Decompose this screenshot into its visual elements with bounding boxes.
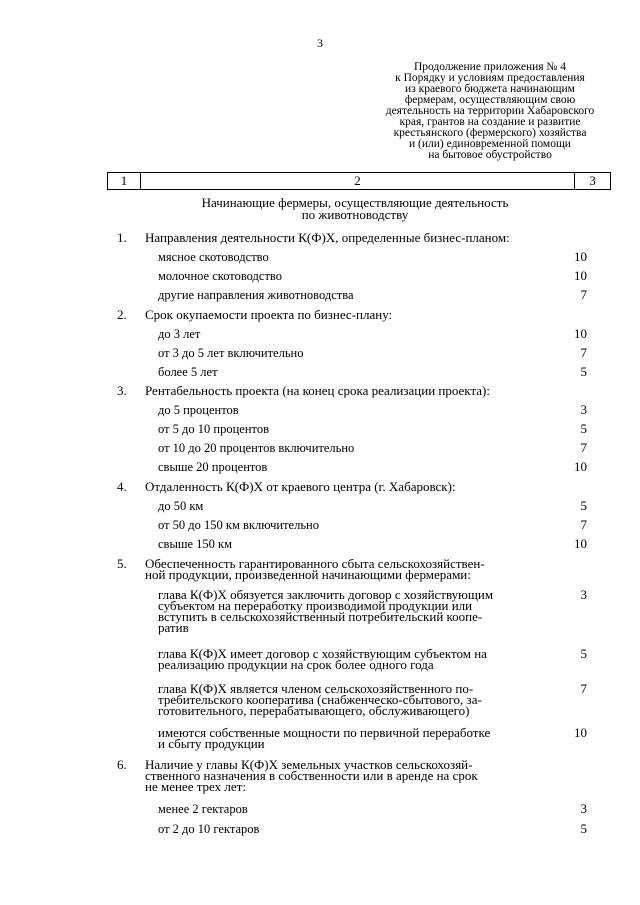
criterion-number: 4. [117, 479, 127, 494]
option-score: 5 [580, 421, 587, 436]
option-score: 7 [580, 287, 587, 302]
criterion-title [145, 558, 575, 580]
option-text: мясное скотоводство [158, 250, 269, 264]
criterion-number: 1. [117, 230, 127, 245]
column-3-header: 3 [589, 173, 596, 188]
option-text: до 50 км [158, 499, 204, 513]
option-text-line: вступить в сельскохозяйственный потребительский коопе- [158, 609, 483, 624]
criterion-number: 6. [117, 757, 127, 772]
option-text: молочное скотоводство [158, 269, 282, 283]
option-text: до 3 лет [158, 327, 201, 341]
header-note-line: и (или) единовременной помощи [409, 138, 571, 150]
option-text [158, 727, 578, 749]
column-2-header: 2 [141, 173, 575, 189]
option-score: 10 [574, 249, 587, 264]
option-score: 5 [580, 821, 587, 836]
option-text: другие направления животноводства [158, 288, 354, 302]
option-text-line: реализацию продукции на срок более одного года [158, 657, 434, 672]
criterion-number: 3. [117, 383, 127, 398]
header-note-line: Продолжение приложения № 4 [413, 61, 567, 73]
appendix-header-note [376, 62, 604, 161]
option-score: 7 [580, 681, 587, 696]
option-text [158, 683, 578, 716]
section-title-line: по животноводству [301, 207, 409, 222]
option-score: 7 [580, 440, 587, 455]
option-text-line: имеются собственные мощности по первичной переработке [158, 725, 491, 740]
option-text: от 10 до 20 процентов включительно [158, 441, 355, 455]
option-score: 7 [580, 345, 587, 360]
header-note-line: на бытовое обустройство [428, 149, 552, 161]
option-text-line: ратив [158, 620, 189, 635]
option-score: 5 [580, 646, 587, 661]
option-score: 3 [580, 801, 587, 816]
criterion-title: Направления деятельности К(Ф)Х, определенные бизнес-планом: [145, 230, 510, 245]
criterion-title: Срок окупаемости проекта по бизнес-плану: [145, 307, 393, 322]
criterion-title-line: не менее трех лет: [145, 779, 246, 794]
option-score: 3 [580, 587, 587, 602]
option-text: от 2 до 10 гектаров [158, 822, 260, 836]
option-score: 5 [580, 498, 587, 513]
option-score: 10 [574, 268, 587, 283]
criterion-title-line: Наличие у главы К(Ф)Х земельных участков сельскохозяй- [145, 757, 473, 772]
option-text-line: и сбыту продукции [158, 736, 265, 751]
header-note-line: деятельность на территории Хабаровского [385, 105, 595, 117]
header-note-line: из краевого бюджета начинающим [405, 83, 575, 95]
criterion-title: Отдаленность К(Ф)Х от краевого центра (г. Хабаровск): [145, 479, 456, 494]
column-1-header: 1 [108, 173, 141, 189]
page-number: 3 [317, 36, 323, 50]
header-note-line: крестьянского (фермерского) хозяйства [393, 127, 587, 139]
option-score: 10 [574, 326, 587, 341]
header-note-line: к Порядку и условиям предоставления [395, 72, 585, 84]
criterion-title-line: Обеспеченность гарантированного сбыта сельскохозяйствен- [145, 556, 485, 571]
criterion-title-line: ственного назначения в собственности или в аренде на срок [145, 768, 478, 783]
table-column-header [107, 172, 611, 190]
option-text: от 5 до 10 процентов [158, 422, 269, 436]
section-title [145, 197, 565, 221]
criterion-title: Рентабельность проекта (на конец срока реализации проекта): [145, 383, 490, 398]
option-text-line: глава К(Ф)Х является членом сельскохозяйственного по- [158, 681, 474, 696]
option-text: свыше 20 процентов [158, 460, 268, 474]
option-score: 10 [574, 536, 587, 551]
option-text-line: субъектом на переработку производимой продукции или [158, 598, 473, 613]
option-score: 10 [574, 725, 587, 740]
option-score: 5 [580, 364, 587, 379]
option-text [158, 589, 578, 633]
option-text: от 50 до 150 км включительно [158, 518, 319, 532]
option-text: менее 2 гектаров [158, 802, 248, 816]
option-score: 3 [580, 402, 587, 417]
option-text: свыше 150 км [158, 537, 233, 551]
option-score: 7 [580, 517, 587, 532]
option-text: более 5 лет [158, 365, 218, 379]
option-text-line: глава К(Ф)Х обязуется заключить договор с хозяйствующим [158, 587, 494, 602]
criterion-title-line: ной продукции, произведенной начинающими фермерами: [145, 567, 471, 582]
option-text: от 3 до 5 лет включительно [158, 346, 304, 360]
option-text [158, 648, 578, 670]
criterion-title [145, 759, 575, 792]
header-note-line: края, грантов на создание и развитие [399, 116, 581, 128]
option-text-line: требительского кооператива (снабженческо-сбытового, за- [158, 692, 482, 707]
option-score: 10 [574, 459, 587, 474]
header-note-line: фермерам, осуществляющим свою [404, 94, 576, 106]
option-text: до 5 процентов [158, 403, 239, 417]
criterion-number: 5. [117, 556, 127, 571]
criterion-number: 2. [117, 307, 127, 322]
section-title-line: Начинающие фермеры, осуществляющие деятельность [201, 195, 509, 210]
option-text-line: готовительного, перерабатывающего, обслуживающего) [158, 703, 470, 718]
option-text-line: глава К(Ф)Х имеет договор с хозяйствующим субъектом на [158, 646, 487, 661]
